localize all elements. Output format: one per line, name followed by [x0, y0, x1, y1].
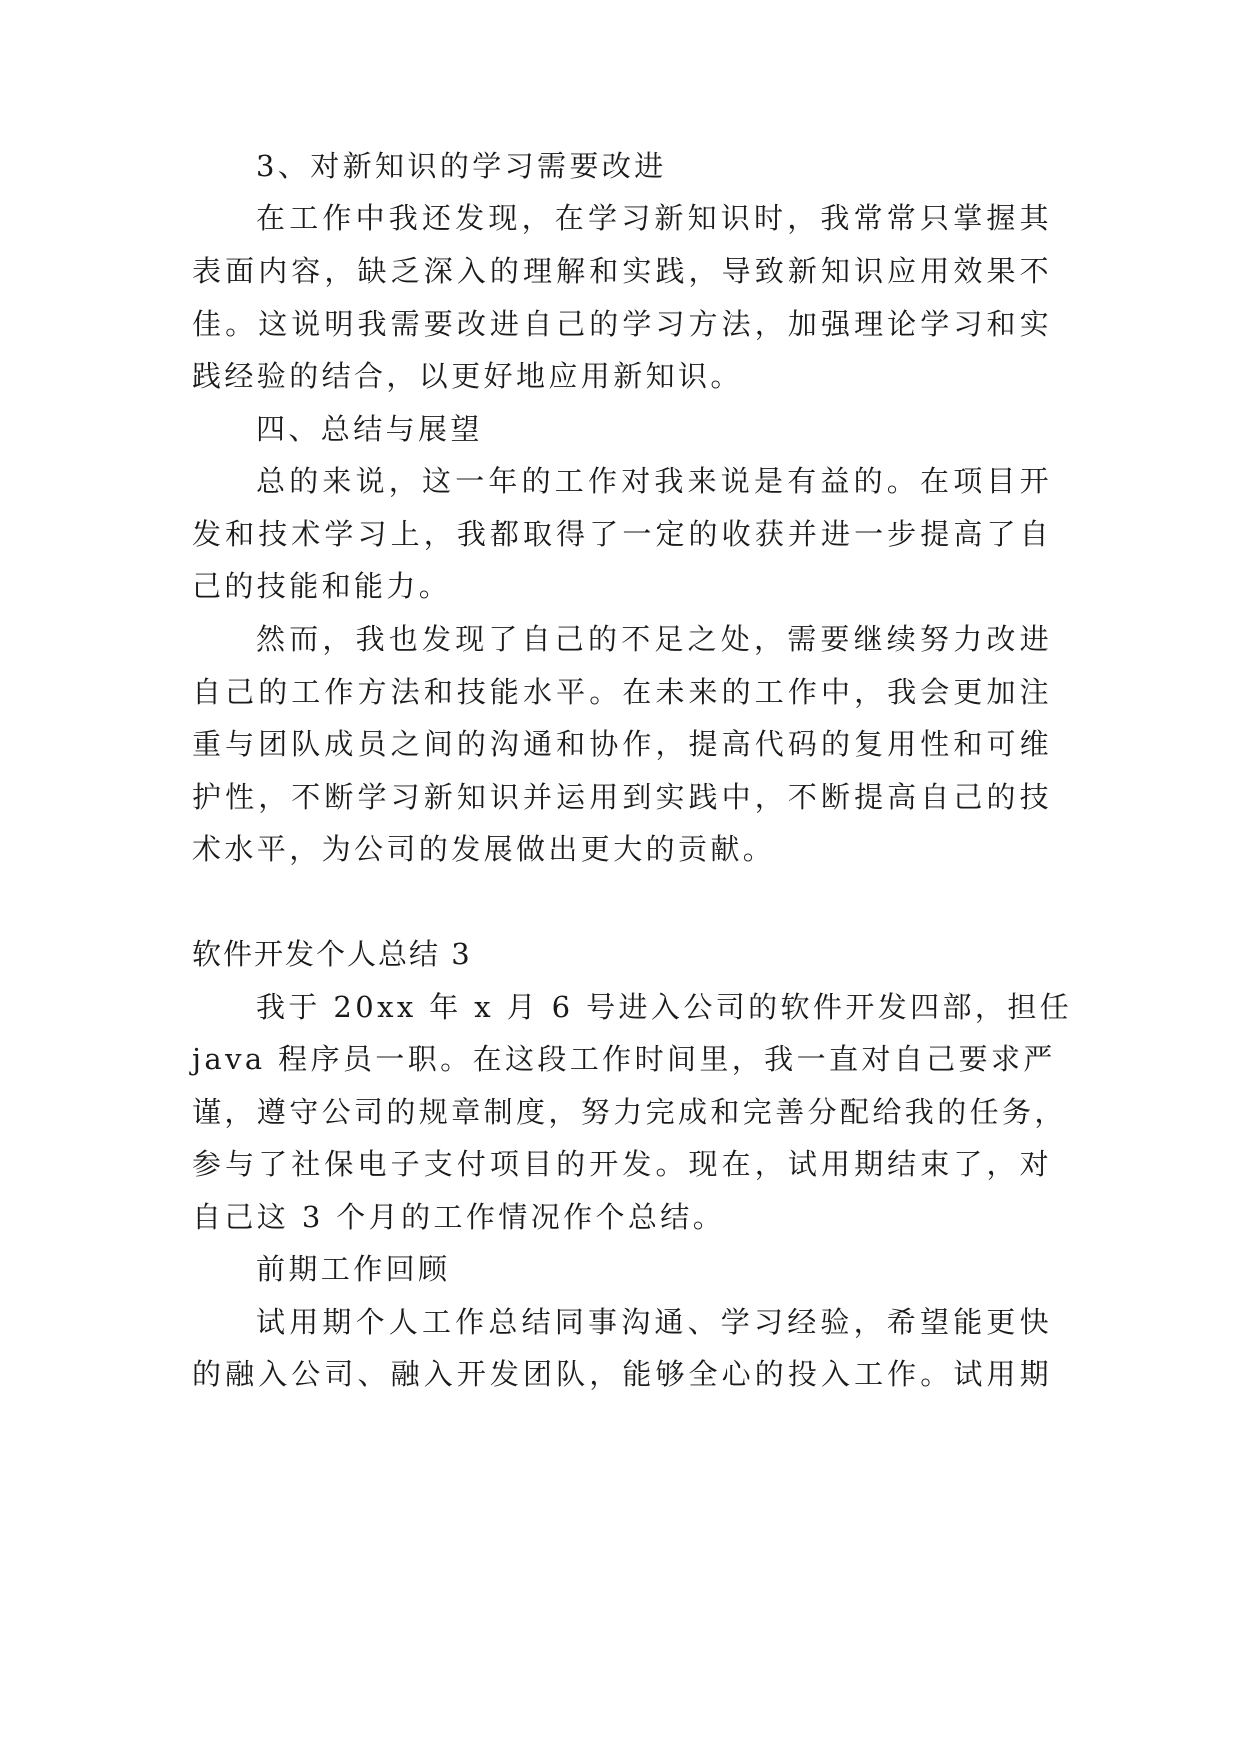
paragraph-line: 自己这 3 个月的工作情况作个总结。 — [192, 1200, 726, 1234]
paragraph-line: 然而，我也发现了自己的不足之处，需要继续努力改进 — [256, 622, 1052, 656]
paragraph-line: 自己的工作方法和技能水平。在未来的工作中，我会更加注 — [192, 675, 1052, 709]
paragraph-line: 术水平，为公司的发展做出更大的贡献。 — [192, 832, 776, 866]
subheading-early-work-review: 前期工作回顾 — [256, 1252, 451, 1286]
paragraph-line: 践经验的结合，以更好地应用新知识。 — [192, 359, 743, 393]
paragraph-line: 总的来说，这一年的工作对我来说是有益的。在项目开 — [256, 464, 1052, 498]
paragraph-line: 己的技能和能力。 — [192, 569, 452, 603]
section-heading-summary-outlook: 四、总结与展望 — [256, 412, 483, 446]
paragraph-line: java 程序员一职。在这段工作时间里，我一直对自己要求严 — [192, 1042, 1056, 1076]
paragraph-line: 谨，遵守公司的规章制度，努力完成和完善分配给我的任务， — [192, 1095, 1067, 1129]
paragraph-line: 参与了社保电子支付项目的开发。现在，试用期结束了，对 — [192, 1147, 1052, 1181]
subheading-new-knowledge: 3、对新知识的学习需要改进 — [256, 149, 667, 183]
paragraph-line: 试用期个人工作总结同事沟通、学习经验，希望能更快 — [256, 1305, 1052, 1339]
paragraph-line: 我于 20xx 年 x 月 6 号进入公司的软件开发四部，担任 — [256, 990, 1073, 1024]
paragraph-line: 护性，不断学习新知识并运用到实践中，不断提高自己的技 — [192, 780, 1052, 814]
paragraph-line: 在工作中我还发现，在学习新知识时，我常常只掌握其 — [256, 201, 1052, 235]
paragraph-line: 重与团队成员之间的沟通和协作，提高代码的复用性和可维 — [192, 727, 1052, 761]
paragraph-line: 发和技术学习上，我都取得了一定的收获并进一步提高了自 — [192, 517, 1052, 551]
document-title: 软件开发个人总结 3 — [192, 937, 472, 971]
paragraph-line: 表面内容，缺乏深入的理解和实践，导致新知识应用效果不 — [192, 254, 1052, 288]
paragraph-line: 佳。这说明我需要改进自己的学习方法，加强理论学习和实 — [192, 307, 1052, 341]
paragraph-line: 的融入公司、融入开发团队，能够全心的投入工作。试用期 — [192, 1357, 1052, 1391]
